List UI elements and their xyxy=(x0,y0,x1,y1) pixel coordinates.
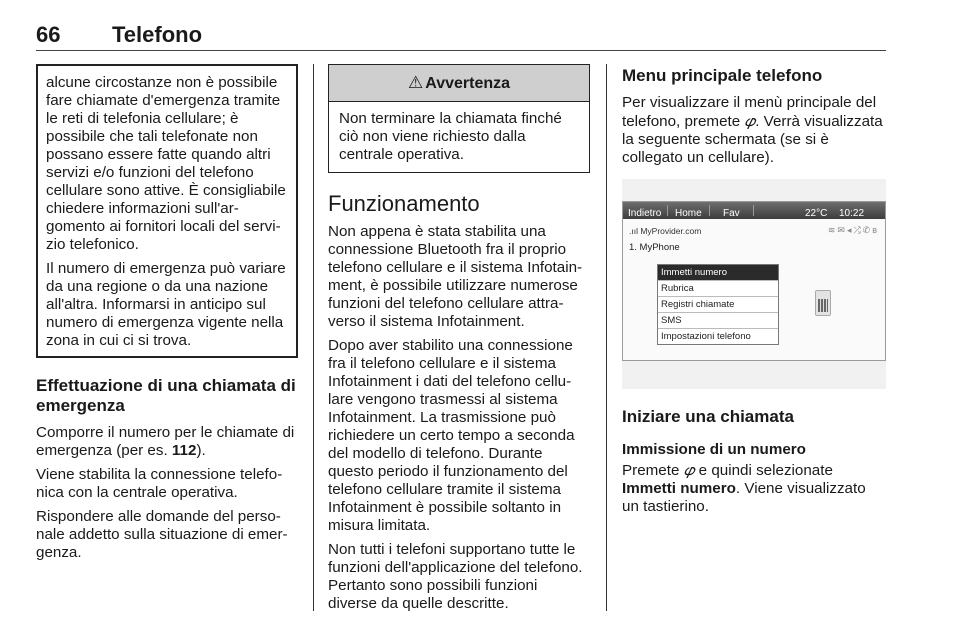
phone-icon: 𝜑 xyxy=(744,112,756,130)
message-icon: ✉ xyxy=(837,225,847,235)
header-divider xyxy=(36,50,886,51)
bluetooth-icon: ʙ xyxy=(872,225,879,235)
emergency-number: 112 xyxy=(171,442,197,459)
tab-fav[interactable]: Fav xyxy=(723,208,740,219)
tab-separator xyxy=(753,205,754,216)
start-call-heading: Iniziare una chiamata xyxy=(622,407,794,426)
emergency-paragraph-3: Rispondere alle domande del personale addetto sulla situazione di emergenza. xyxy=(36,508,288,561)
column-right xyxy=(622,64,886,522)
shuffle-icon: ⤮ xyxy=(853,225,863,235)
warning-triangle-icon: ⚠ xyxy=(407,73,424,92)
infotainment-screenshot xyxy=(622,179,886,389)
phone-graphic-icon xyxy=(815,290,831,316)
text-run: Premete xyxy=(622,462,684,479)
provider-name: MyProvider.com xyxy=(640,226,702,236)
signal-icon: .ııl xyxy=(629,226,641,236)
warning-box xyxy=(328,64,590,173)
emergency-call-heading: Effettuazione di una chiamata di emergenza xyxy=(36,376,296,415)
connected-phone: 1. MyPhone xyxy=(629,242,680,253)
operation-paragraph-2: Dopo aver stabilito una connessione fra il telefono cellulare e il sistema Infotainment i dati del telefono cellulare vengono trasmessi al sistema Infotainment. La trasmissione può richiedere un certo tempo a seconda del modello di telefono. Durante questo periodo il funzionamento del telefono cellulare tramite il sistema Infotainment è possibile soltanto in misura limitata. xyxy=(328,337,575,534)
emergency-paragraph-2: Viene stabilita la connessione telefonica con la centrale operativa. xyxy=(36,466,283,501)
text-run: e quindi selezionate xyxy=(694,462,833,479)
number-entry-paragraph xyxy=(622,461,886,516)
temperature: 22°C xyxy=(805,208,828,219)
clock: 10:22 xyxy=(839,208,865,219)
menu-item-call-logs[interactable]: Registri chiamate xyxy=(658,297,778,313)
phone-icon: 𝜑 xyxy=(683,461,695,479)
phone-menu-paragraph xyxy=(622,94,886,167)
warning-body: Non terminare la chiamata finché ciò non viene richiesto dalla centrale operativa. xyxy=(339,110,562,163)
operation-paragraph-1: Non appena è stata stabilita una connessione Bluetooth fra il proprio telefono cellulare e il sistema Infotainment, è possibile utilizzare numerose funzioni del telefono cellulare attraverso il sistema Infotainment. xyxy=(328,223,583,330)
warning-title: Avvertenza xyxy=(425,75,511,92)
emergency-note-box xyxy=(36,64,298,358)
page-number: 66 xyxy=(36,22,61,47)
page-title: Telefono xyxy=(112,22,203,47)
emergency-paragraph-1 xyxy=(36,424,298,460)
tab-separator xyxy=(709,205,710,216)
text-run: Per visualizzare il menù principale del telefono, premete xyxy=(622,94,877,130)
provider-line xyxy=(629,222,701,240)
text-run: Comporre il numero per le chiamate di emergenza (per es. xyxy=(36,424,295,459)
section-title: Funzionamento xyxy=(328,191,480,216)
menu-item-dial-number[interactable]: Immetti numero xyxy=(658,265,778,281)
dial-number-label: Immetti numero xyxy=(622,480,736,497)
box-paragraph-2: Il numero di emergenza può variare da una regione o da una nazione all'altra. Informarsi in anticipo sul numero di emergenza vigente nella zona in cui ci si trova. xyxy=(46,260,286,349)
number-entry-subheading: Immissione di un numero xyxy=(622,441,806,458)
operation-paragraph-3: Non tutti i telefoni supportano tutte le funzioni dell'applicazione del telefono. Pertanto sono possibili funzioni diverse da quelle descritte. xyxy=(328,541,583,612)
column-middle xyxy=(328,64,590,619)
column-left xyxy=(36,64,298,568)
column-divider xyxy=(606,64,607,611)
menu-item-sms[interactable]: SMS xyxy=(658,313,778,329)
phone-icon: ✆ xyxy=(862,225,873,235)
text-run: ). xyxy=(196,442,206,459)
mute-icon: ◂ xyxy=(846,225,854,235)
menu-item-contacts[interactable]: Rubrica xyxy=(658,281,778,297)
phone-menu xyxy=(657,264,779,345)
screen-top-bar xyxy=(623,202,885,219)
infotainment-screen xyxy=(622,201,886,361)
warning-header xyxy=(329,65,589,102)
phone-menu-heading: Menu principale telefono xyxy=(622,66,823,85)
text-run: . Viene visualizzato un tastierino. xyxy=(622,480,866,515)
wifi-icon: ≋ xyxy=(827,225,838,235)
column-divider xyxy=(313,64,314,611)
status-icons xyxy=(828,221,879,239)
menu-item-phone-settings[interactable]: Impostazioni telefono xyxy=(661,331,751,342)
tab-separator xyxy=(667,205,668,216)
tab-back[interactable]: Indietro xyxy=(628,208,662,219)
text-run: . Verrà visualizzata la seguente schermata (se si è collegato un cellulare). xyxy=(622,113,883,166)
tab-home[interactable]: Home xyxy=(675,208,702,219)
box-paragraph-1: alcune circostanze non è possibile fare chiamate d'emergenza tramite le reti di telefonia cellulare; è possibile che tali telefonate non possano essere fatte quando altri servizi e/o funzioni del telefono cellulare sono attive. È consigliabile chiedere informazioni sull'argomento ai fornitori locali del servizio telefonico. xyxy=(46,74,286,253)
